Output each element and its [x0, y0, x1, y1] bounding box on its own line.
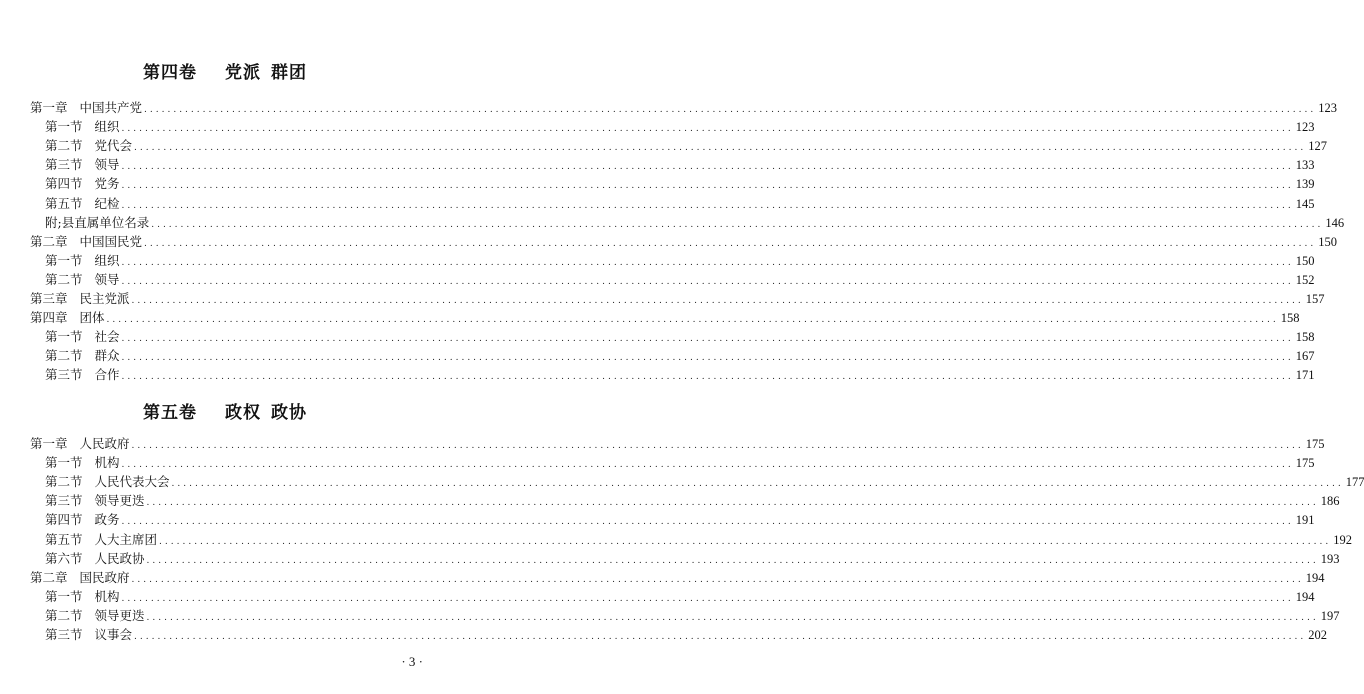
toc-page-number: 146: [1325, 215, 1345, 230]
toc-entry-title: 人民代表大会: [94, 474, 170, 490]
toc-entry-number: 第三章: [30, 291, 68, 306]
toc-section-row: [45, 549, 1340, 568]
toc-section-row: [45, 606, 1340, 625]
toc-entry-number: 第五节: [45, 195, 83, 211]
toc-leader-dots: ........................................................................................................................................................................................................: [134, 143, 1307, 154]
toc-page-number: 127: [1308, 139, 1327, 154]
toc-entry-number: 第四章: [30, 310, 68, 326]
volume-subject: 政协: [271, 403, 307, 423]
page-number: · 3 ·: [401, 654, 423, 669]
toc-section-row: [45, 251, 1315, 270]
toc-leader-dots: ........................................................................................................................................................................................................: [146, 612, 1319, 623]
toc-entry-title: 国民政府: [79, 569, 130, 585]
toc-chapter-row: [30, 308, 1300, 327]
toc-section-row: [45, 174, 1315, 193]
toc-entry-title: 机构: [94, 588, 120, 604]
toc-entry-number: 第五节: [45, 531, 83, 547]
toc-entry-title: 纪检: [94, 195, 120, 211]
toc-entry-title: 人民政协: [94, 550, 145, 566]
toc-entry-title: 领导更迭: [94, 493, 145, 509]
toc-leader-dots: ........................................................................................................................................................................................................: [121, 200, 1294, 211]
toc-entry-title: 党代会: [94, 138, 133, 154]
toc-entry-number: 第六节: [45, 550, 83, 566]
toc-leader-dots: ........................................................................................................................................................................................................: [146, 498, 1319, 509]
toc-section-row: [45, 155, 1315, 174]
toc-leader-dots: ........................................................................................................................................................................................................: [121, 460, 1294, 471]
toc-page-number: 150: [1318, 234, 1337, 249]
toc-leader-dots: ........................................................................................................................................................................................................: [121, 162, 1294, 173]
toc-chapter-row: [30, 289, 1325, 308]
toc-leader-dots: ........................................................................................................................................................................................................: [121, 124, 1294, 135]
toc-leader-dots: ........................................................................................................................................................................................................: [121, 593, 1294, 604]
toc-page-number: 175: [1295, 456, 1315, 471]
toc-leader-dots: ........................................................................................................................................................................................................: [134, 632, 1307, 642]
toc-entry-number: 第三节: [45, 157, 83, 173]
toc-page-number: 191: [1295, 513, 1315, 528]
toc-page-number: 145: [1295, 196, 1315, 211]
toc-entry-title: 中国共产党: [79, 100, 143, 115]
toc-leader-dots: ........................................................................................................................................................................................................: [106, 315, 1279, 326]
toc-entry-number: 第一节: [45, 588, 83, 604]
volume-subject: 党派: [225, 63, 261, 83]
toc-section-row: [45, 472, 1364, 491]
toc-page-number: 167: [1295, 349, 1315, 364]
toc-page-number: 158: [1280, 311, 1300, 326]
toc-entry-number: 第一节: [45, 329, 83, 345]
toc-entry-title: 人大主席团: [94, 531, 158, 547]
toc-entry-title: 议事会: [94, 627, 133, 642]
toc-leader-dots: ........................................................................................................................................................................................................: [121, 517, 1294, 528]
toc-page-number: 194: [1295, 589, 1315, 604]
toc-page-number: 123: [1295, 120, 1315, 135]
toc-page-number: 175: [1305, 437, 1325, 451]
toc-page-number: 158: [1295, 330, 1315, 345]
toc-entry-number: 第四节: [45, 176, 83, 192]
toc-leader-dots: ........................................................................................................................................................................................................: [121, 334, 1294, 345]
toc-section-row: [45, 136, 1327, 155]
toc-entry-number: 第三节: [45, 367, 83, 383]
toc-section-row: [45, 510, 1315, 529]
toc-page-number: 139: [1295, 177, 1315, 192]
toc-entry-title: 党务: [94, 176, 120, 192]
toc-entry-number: 第二节: [45, 138, 83, 154]
volume-title-5: [0, 398, 450, 423]
toc-entry-number: 第二节: [45, 474, 83, 490]
toc-page-number: 197: [1320, 608, 1340, 623]
toc-section-row: [45, 587, 1315, 606]
toc-section-row: [45, 270, 1315, 289]
toc-leader-dots: ........................................................................................................................................................................................................: [171, 479, 1344, 490]
toc-entry-title: 组织: [94, 119, 120, 135]
toc-entry-number: 第三节: [45, 627, 83, 642]
toc-appendix-row: [45, 213, 1345, 232]
toc-section-row: [45, 365, 1315, 384]
toc-section-row: [45, 194, 1315, 213]
toc-entry-title: 民主党派: [79, 291, 130, 306]
volume-number: 第五卷: [143, 403, 197, 423]
volume-number: 第四卷: [143, 63, 197, 83]
toc-entry-number: 第一章: [30, 436, 68, 451]
toc-entry-number: 第四节: [45, 512, 83, 528]
toc-leader-dots: ........................................................................................................................................................................................................: [121, 257, 1294, 268]
toc-page-number: 150: [1295, 253, 1315, 268]
toc-page-number: 177: [1345, 475, 1364, 490]
toc-entry-title: 社会: [94, 329, 120, 345]
toc-page-number: 202: [1308, 628, 1327, 642]
toc-entry-title: 合作: [94, 367, 120, 383]
toc-chapter-row: [30, 232, 1337, 251]
volume-subject: 群团: [271, 63, 307, 83]
toc-section-row: [45, 327, 1315, 346]
toc-chapter-row: [30, 568, 1325, 587]
toc-page-number: 194: [1305, 570, 1325, 585]
toc-entry-title: 组织: [94, 252, 120, 268]
toc-section-row: [45, 491, 1340, 510]
toc-section-row: [45, 453, 1315, 472]
volume-subject: 政权: [225, 403, 261, 423]
toc-section-row: [45, 625, 1327, 644]
toc-entry-number: 第二节: [45, 271, 83, 287]
toc-leader-dots: ........................................................................................................................................................................................................: [144, 105, 1317, 115]
toc-entry-number: 第二节: [45, 607, 83, 623]
toc-entry-title: 附;县直属单位名录: [45, 214, 150, 230]
toc-section-row: [45, 117, 1315, 136]
toc-leader-dots: ........................................................................................................................................................................................................: [121, 181, 1294, 192]
toc-entry-title: 领导: [94, 271, 120, 287]
toc-page-number: 171: [1295, 368, 1315, 383]
toc-entry-number: 第三节: [45, 493, 83, 509]
toc-entry-title: 机构: [94, 455, 120, 471]
toc-entry-number: 第一章: [30, 100, 68, 115]
toc-page-number: 123: [1318, 101, 1337, 115]
toc-page-number: 152: [1295, 272, 1315, 287]
toc-leader-dots: ........................................................................................................................................................................................................: [131, 574, 1304, 585]
toc-entry-title: 人民政府: [79, 436, 130, 451]
toc-leader-dots: ........................................................................................................................................................................................................: [121, 276, 1294, 287]
toc-chapter-row: [30, 98, 1337, 117]
toc-entry-number: 第一节: [45, 119, 83, 135]
toc-leader-dots: ........................................................................................................................................................................................................: [159, 536, 1332, 547]
toc-leader-dots: ........................................................................................................................................................................................................: [144, 238, 1317, 249]
toc-page-number: 193: [1320, 551, 1340, 566]
toc-chapter-row: [30, 434, 1325, 453]
toc-section-row: [45, 530, 1352, 549]
toc-page-number: 133: [1295, 158, 1315, 173]
toc-entry-title: 群众: [94, 348, 120, 364]
toc-entry-title: 领导更迭: [94, 607, 145, 623]
toc-entry-number: 第一节: [45, 252, 83, 268]
toc-leader-dots: ........................................................................................................................................................................................................: [146, 555, 1319, 566]
toc-entry-number: 第一节: [45, 455, 83, 471]
toc-page-number: 186: [1320, 494, 1340, 509]
toc-entry-title: 团体: [79, 310, 105, 326]
toc-entry-title: 领导: [94, 157, 120, 173]
toc-leader-dots: ........................................................................................................................................................................................................: [131, 296, 1304, 306]
toc-entry-title: 中国国民党: [79, 233, 143, 249]
toc-leader-dots: ........................................................................................................................................................................................................: [121, 372, 1294, 383]
toc-entry-number: 第二章: [30, 233, 68, 249]
toc-entry-number: 第二章: [30, 569, 68, 585]
toc-page-number: 157: [1305, 292, 1325, 306]
toc-entry-number: 第二节: [45, 348, 83, 364]
toc-page-number: 192: [1333, 532, 1352, 547]
toc-leader-dots: ........................................................................................................................................................................................................: [151, 219, 1324, 230]
toc-leader-dots: ........................................................................................................................................................................................................: [131, 441, 1304, 451]
volume-title-4: [0, 58, 450, 83]
toc-section-row: [45, 346, 1315, 365]
toc-entry-title: 政务: [94, 512, 120, 528]
toc-leader-dots: ........................................................................................................................................................................................................: [121, 353, 1294, 364]
